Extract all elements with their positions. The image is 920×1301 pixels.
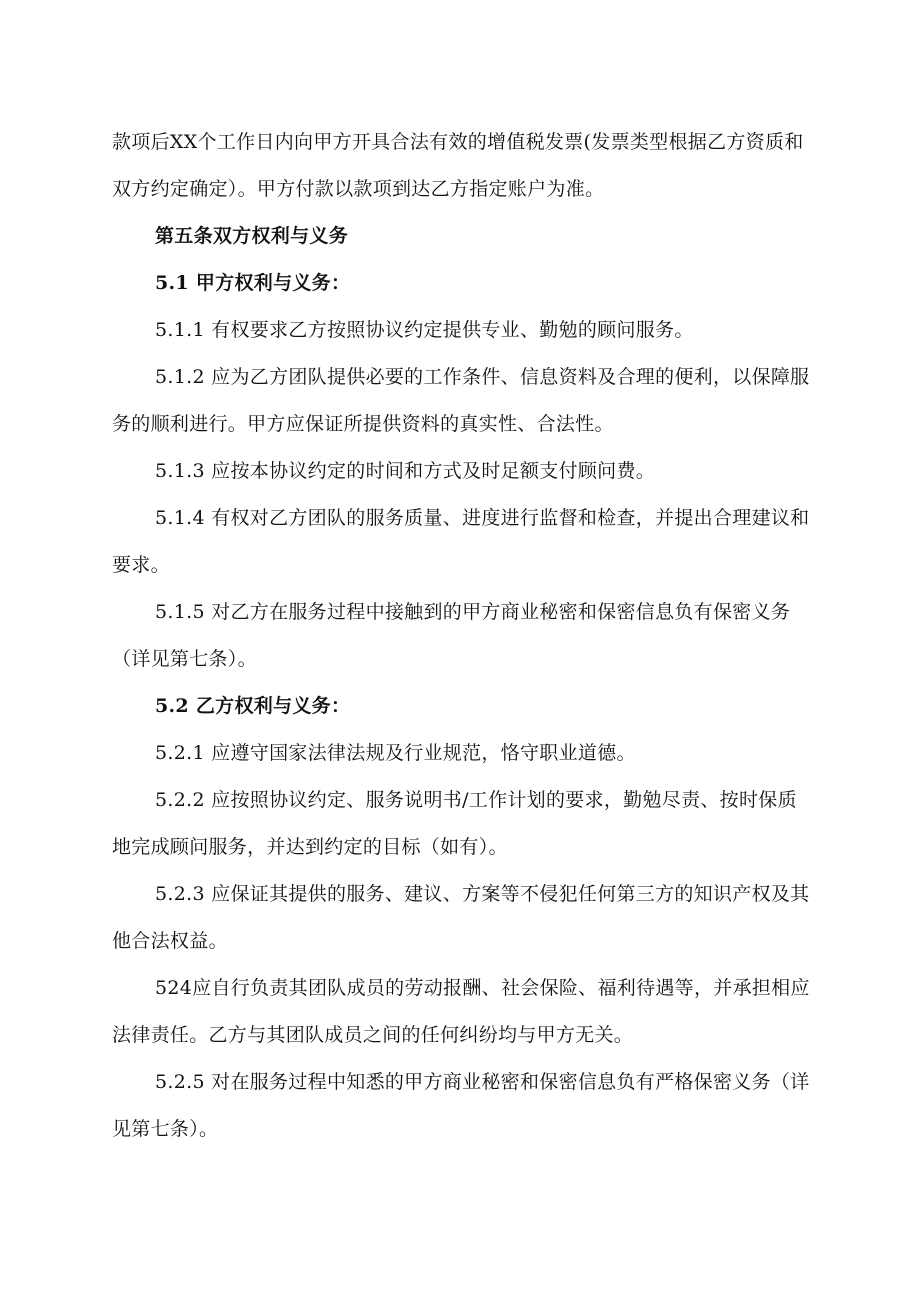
clause-5-1-1: 5.1.1 有权要求乙方按照协议约定提供专业、勤勉的顾问服务。 xyxy=(155,319,694,341)
section-5-1-heading: 5.1 甲方权利与义务： xyxy=(155,272,351,294)
clause-5-1-5: 5.1.5 对乙方在服务过程中接触到的甲方商业秘密和保密信息负有保密义务（详见第七条）。 xyxy=(112,601,791,670)
article-5-heading: 第五条双方权利与义务 xyxy=(155,225,349,247)
clause-5-1-2: 5.1.2 应为乙方团队提供必要的工作条件、信息资料及合理的便利，以保障服务的顺利进行。甲方应保证所提供资料的真实性、合法性。 xyxy=(112,366,810,435)
document-page xyxy=(112,119,812,1153)
clause-5-2-3: 5.2.3 应保证其提供的服务、建议、方案等不侵犯任何第三方的知识产权及其他合法权益。 xyxy=(112,883,810,952)
clause-5-1-3: 5.1.3 应按本协议约定的时间和方式及时足额支付顾问费。 xyxy=(155,460,656,482)
clause-5-2-5: 5.2.5 对在服务过程中知悉的甲方商业秘密和保密信息负有严格保密义务（详见第七条）。 xyxy=(112,1071,810,1140)
clause-5-2-1: 5.2.1 应遵守国家法律法规及行业规范，恪守职业道德。 xyxy=(155,742,636,764)
clause-5-2-4: 524应自行负责其团队成员的劳动报酬、社会保险、福利待遇等，并承担相应法律责任。乙方与其团队成员之间的任何纠纷均与甲方无关。 xyxy=(112,977,810,1046)
paragraph-invoice-terms: 款项后XX个工作日内向甲方开具合法有效的增值税发票(发票类型根据乙方资质和双方约定确定）。甲方付款以款项到达乙方指定账户为准。 xyxy=(112,131,804,200)
clause-5-1-4: 5.1.4 有权对乙方团队的服务质量、进度进行监督和检查，并提出合理建议和要求。 xyxy=(112,507,810,576)
section-5-2-heading: 5.2 乙方权利与义务： xyxy=(155,695,351,717)
clause-5-2-2: 5.2.2 应按照协议约定、服务说明书/工作计划的要求，勤勉尽责、按时保质地完成顾问服务，并达到约定的目标（如有）。 xyxy=(112,789,797,858)
